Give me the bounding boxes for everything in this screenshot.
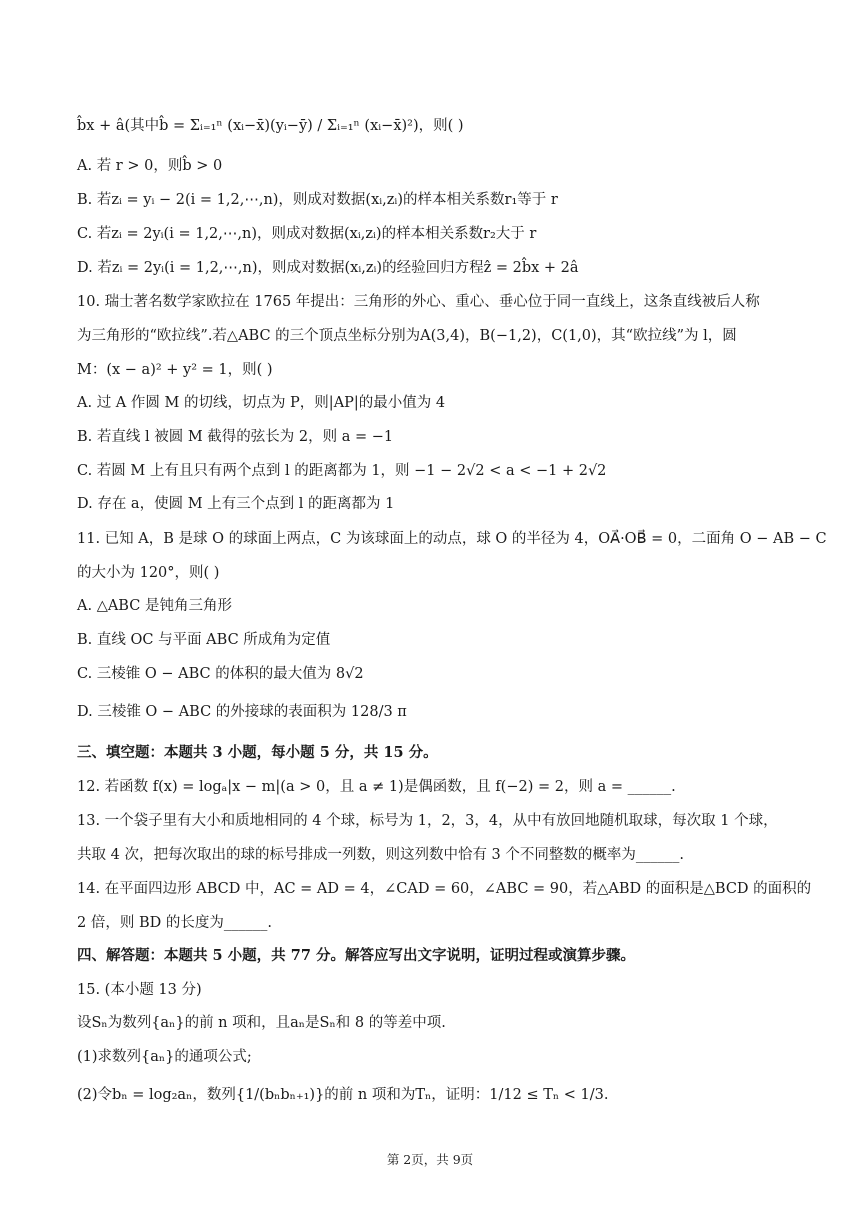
q11-stem-line-2: 的大小为 120°，则( ) (77, 565, 220, 581)
q11-stem-line-1: 11. 已知 A，B 是球 O 的球面上两点，C 为该球面上的动点，球 O 的半径为 4，OA⃗·OB⃗ = 0，二面角 O − AB − C (77, 531, 827, 547)
q10-stem-line-1: 10. 瑞士著名数学家欧拉在 1765 年提出：三角形的外心、重心、垂心位于同一直线上，这条直线被后人称 (77, 294, 760, 310)
q13-stem-line-1: 13. 一个袋子里有大小和质地相同的 4 个球，标号为 1，2，3，4，从中有放回地随机取球，每次取 1 个球， (77, 813, 778, 829)
q9-option-c: C. 若zᵢ = 2yᵢ(i = 1,2,⋯,n)，则成对数据(xᵢ,zᵢ)的样本相关系数r₂大于 r (77, 226, 537, 242)
q11-option-b: B. 直线 OC 与平面 ABC 所成角为定值 (77, 632, 331, 648)
q15-part-1: (1)求数列{aₙ}的通项公式; (77, 1049, 252, 1065)
q9-option-a: A. 若 r > 0，则b̂ > 0 (77, 158, 223, 174)
q9-option-b: B. 若zᵢ = yᵢ − 2(i = 1,2,⋯,n)，则成对数据(xᵢ,zᵢ)的样本相关系数r₁等于 r (77, 192, 558, 208)
q10-stem-line-3: M：(x − a)² + y² = 1，则( ) (77, 362, 273, 378)
q9-formula-line: b̂x + â(其中b̂ = Σᵢ₌₁ⁿ (xᵢ−x̄)(yᵢ−ȳ) / Σᵢ₌₁ⁿ (xᵢ−x̄)²)，则( ) (77, 118, 464, 134)
q11-option-d: D. 三棱锥 O − ABC 的外接球的表面积为 128/3 π (77, 704, 407, 720)
q10-option-b: B. 若直线 l 被圆 M 截得的弦长为 2，则 a = −1 (77, 429, 394, 445)
q10-option-d: D. 存在 a，使圆 M 上有三个点到 l 的距离都为 1 (77, 496, 395, 512)
q14-stem-line-1: 14. 在平面四边形 ABCD 中，AC = AD = 4，∠CAD = 60，∠ABC = 90，若△ABD 的面积是△BCD 的面积的 (77, 881, 812, 897)
page-footer: 第 2页，共 9页 (386, 1152, 474, 1167)
q15-title: 15. (本小题 13 分) (77, 982, 202, 998)
section-fill-in-heading: 三、填空题：本题共 3 小题，每小题 5 分，共 15 分。 (77, 744, 438, 761)
q10-option-c: C. 若圆 M 上有且只有两个点到 l 的距离都为 1，则 −1 − 2√2 < a < −1 + 2√2 (77, 463, 607, 479)
q10-stem-line-2: 为三角形的“欧拉线”.若△ABC 的三个顶点坐标分别为A(3,4)，B(−1,2)，C(1,0)，其“欧拉线”为 l，圆 (77, 328, 737, 344)
q10-option-a: A. 过 A 作圆 M 的切线，切点为 P，则|AP|的最小值为 4 (77, 395, 446, 411)
q11-option-c: C. 三棱锥 O − ABC 的体积的最大值为 8√2 (77, 666, 364, 682)
q12-stem: 12. 若函数 f(x) = logₐ|x − m|(a > 0，且 a ≠ 1)是偶函数，且 f(−2) = 2，则 a = ______. (77, 779, 676, 795)
q15-stem: 设Sₙ为数列{aₙ}的前 n 项和，且aₙ是Sₙ和 8 的等差中项. (77, 1015, 446, 1031)
q11-option-a: A. △ABC 是钝角三角形 (77, 598, 232, 614)
q13-stem-line-2: 共取 4 次，把每次取出的球的标号排成一列数，则这列数中恰有 3 个不同整数的概率为______. (77, 847, 684, 863)
q9-option-d: D. 若zᵢ = 2yᵢ(i = 1,2,⋯,n)，则成对数据(xᵢ,zᵢ)的经验回归方程ẑ = 2b̂x + 2â (77, 260, 579, 276)
section-solutions-heading: 四、解答题：本题共 5 小题，共 77 分。解答应写出文字说明，证明过程或演算步骤。 (77, 947, 635, 964)
q14-stem-line-2: 2 倍，则 BD 的长度为______. (77, 915, 272, 931)
q15-part-2: (2)令bₙ = log₂aₙ，数列{1/(bₙbₙ₊₁)}的前 n 项和为Tₙ，证明：1/12 ≤ Tₙ < 1/3. (77, 1087, 609, 1103)
